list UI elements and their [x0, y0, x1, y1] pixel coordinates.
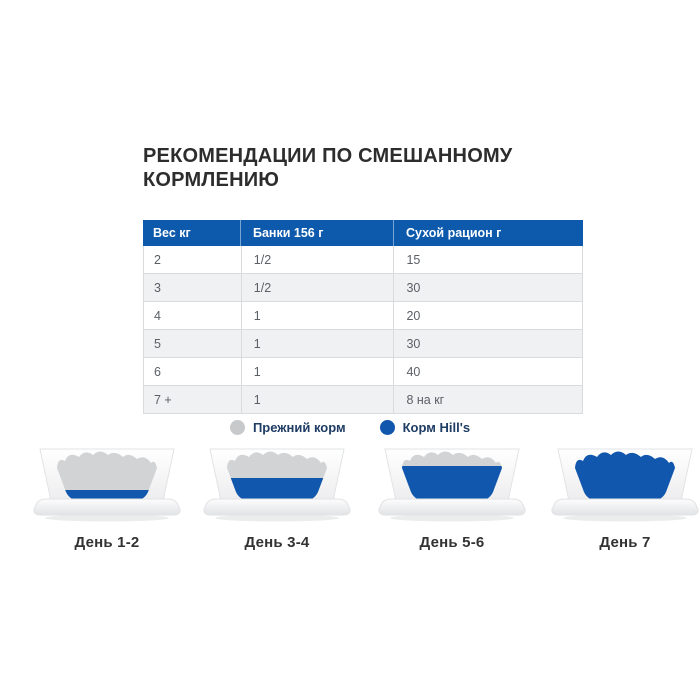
table-cell: 1 [241, 302, 394, 329]
bowl-icon [545, 446, 700, 524]
table-cell: 15 [393, 246, 582, 273]
table-cell: 3 [154, 280, 161, 295]
table-cell: 7 + [154, 392, 172, 407]
legend-label: Прежний корм [252, 420, 346, 435]
bowl-3 [372, 446, 532, 551]
table-cell: 30 [393, 330, 582, 357]
bowl-icon [197, 446, 357, 524]
bowl-icon [27, 446, 187, 524]
table-cell: 2 [154, 252, 161, 267]
bowl-icon [372, 446, 532, 524]
table-cell: 1 [241, 358, 394, 385]
table-cell: 20 [393, 302, 582, 329]
bowl-4 [545, 446, 700, 551]
table-cell: 30 [393, 274, 582, 301]
page-title: РЕКОМЕНДАЦИИ ПО СМЕШАННОМУ КОРМЛЕНИЮ [143, 145, 513, 191]
bowl-label: День 7 [599, 534, 651, 551]
table-cell: 4 [154, 308, 161, 323]
bowl-label: День 5-6 [419, 534, 485, 551]
bowl-1 [27, 446, 187, 551]
table-cell: 40 [393, 358, 582, 385]
table-cell: 6 [154, 364, 161, 379]
table-cell: 1 [241, 330, 394, 357]
table-cell: 1 [241, 386, 394, 413]
header-cell-1: Банки 156 г [240, 220, 393, 246]
bowl-label: День 1-2 [74, 534, 140, 551]
table-cell: 8 на кг [393, 386, 582, 413]
table-cell: 1/2 [241, 246, 394, 273]
bowl-label: День 3-4 [244, 534, 310, 551]
bowl-2 [197, 446, 357, 551]
header-cell-2: Сухой рацион г [393, 220, 582, 246]
header-cell-0: Вес кг [153, 226, 191, 240]
table-cell: 5 [154, 336, 161, 351]
table-cell: 1/2 [241, 274, 394, 301]
legend-label: Корм Hill's [402, 420, 471, 435]
